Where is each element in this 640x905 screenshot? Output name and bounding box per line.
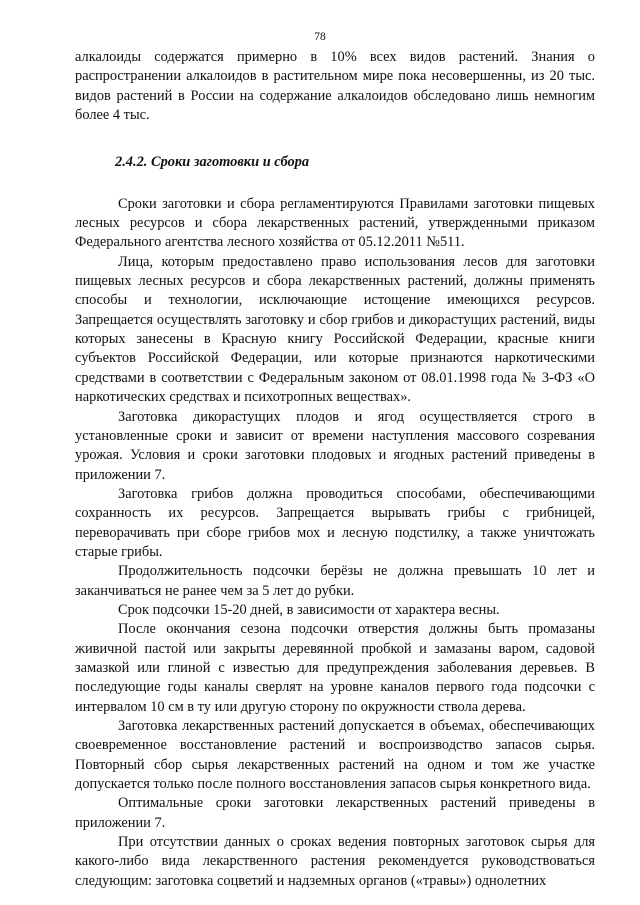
paragraph-mushrooms: Заготовка грибов должна проводиться способами, обеспечивающими сохранность их ресурсов. Запрещается вырывать грибы с грибницей, переворачивать при сборе грибов мох и лесную подстилку, а также уничтожать старые грибы. bbox=[75, 485, 595, 560]
intro-paragraph: алкалоиды содержатся примерно в 10% всех видов растений. Знания о распространении алкалоидов в растительном мире пока несовершенны, из 20 тыс. видов растений в России на содержание алкалоидов обследовано лишь немногим более 4 тыс. bbox=[75, 49, 595, 124]
paragraph-tapping-period: Срок подсочки 15-20 дней, в зависимости от характера весны. bbox=[118, 601, 500, 618]
paragraph-after-tapping: После окончания сезона подсочки отверстия должны быть промазаны живичной пастой или закрыты деревянной пробкой и замазаны варом, садовой замазкой или глиной с известью для предупреждения заболевания деревьев. В последующие годы каналы сверлят на уровне каналов первого года подсочки с интервалом 10 см в ту или другую сторону по окружности ствола дерева. bbox=[75, 621, 595, 715]
paragraph-regulation: Сроки заготовки и сбора регламентируются Правилами заготовки пищевых лесных ресурсов и сбора лекарственных растений, утвержденными приказом Федерального агентства лесного хозяйства от 05.12.2011 №511. bbox=[75, 195, 595, 251]
section-heading: 2.4.2. Сроки заготовки и сбора bbox=[115, 154, 310, 171]
paragraph-fruits-berries: Заготовка дикорастущих плодов и ягод осуществляется строго в установленные сроки и зависит от времени наступления массового созревания урожая. Условия и сроки заготовки плодовых и ягодных растений приведены в приложении 7. bbox=[75, 408, 595, 483]
page-number: 78 bbox=[314, 31, 326, 43]
paragraph-birch-tapping-duration: Продолжительность подсочки берёзы не должна превышать 10 лет и заканчиваться не ранее чем за 5 лет до рубки. bbox=[75, 563, 595, 599]
paragraph-repeat-harvest: При отсутствии данных о сроках ведения повторных заготовок сырья для какого-либо вида лекарственного растения рекомендуется руководствоваться следующим: заготовка соцветий и надземных органов («травы») однолетних bbox=[75, 834, 595, 889]
page-body bbox=[75, 48, 595, 891]
paragraph-optimal-terms: Оптимальные сроки заготовки лекарственных растений приведены в приложении 7. bbox=[75, 795, 595, 831]
paragraph-forest-use: Лица, которым предоставлено право использования лесов для заготовки пищевых лесных ресурсов и сбора лекарственных растений, должны применять способы и технологии, исключающие истощение имеющихся ресурсов. Запрещается осуществлять заготовку и сбор грибов и дикорастущих растений, виды которых занесены в Красную книгу Российской Федерации, красные книги субъектов Российской Федерации, или которые признаются наркотическими средствами в соответствии с Федеральным законом от 08.01.1998 года № 3-ФЗ «О наркотических средствах и психотропных веществах». bbox=[75, 253, 595, 406]
paragraph-medicinal-volumes: Заготовка лекарственных растений допускается в объемах, обеспечивающих своевременное восстановление растений и воспроизводство запасов сырья. Повторный сбор сырья лекарственных растений на одном и том же участке допускается только после полного восстановления запасов сырья конкретного вида. bbox=[75, 718, 595, 793]
